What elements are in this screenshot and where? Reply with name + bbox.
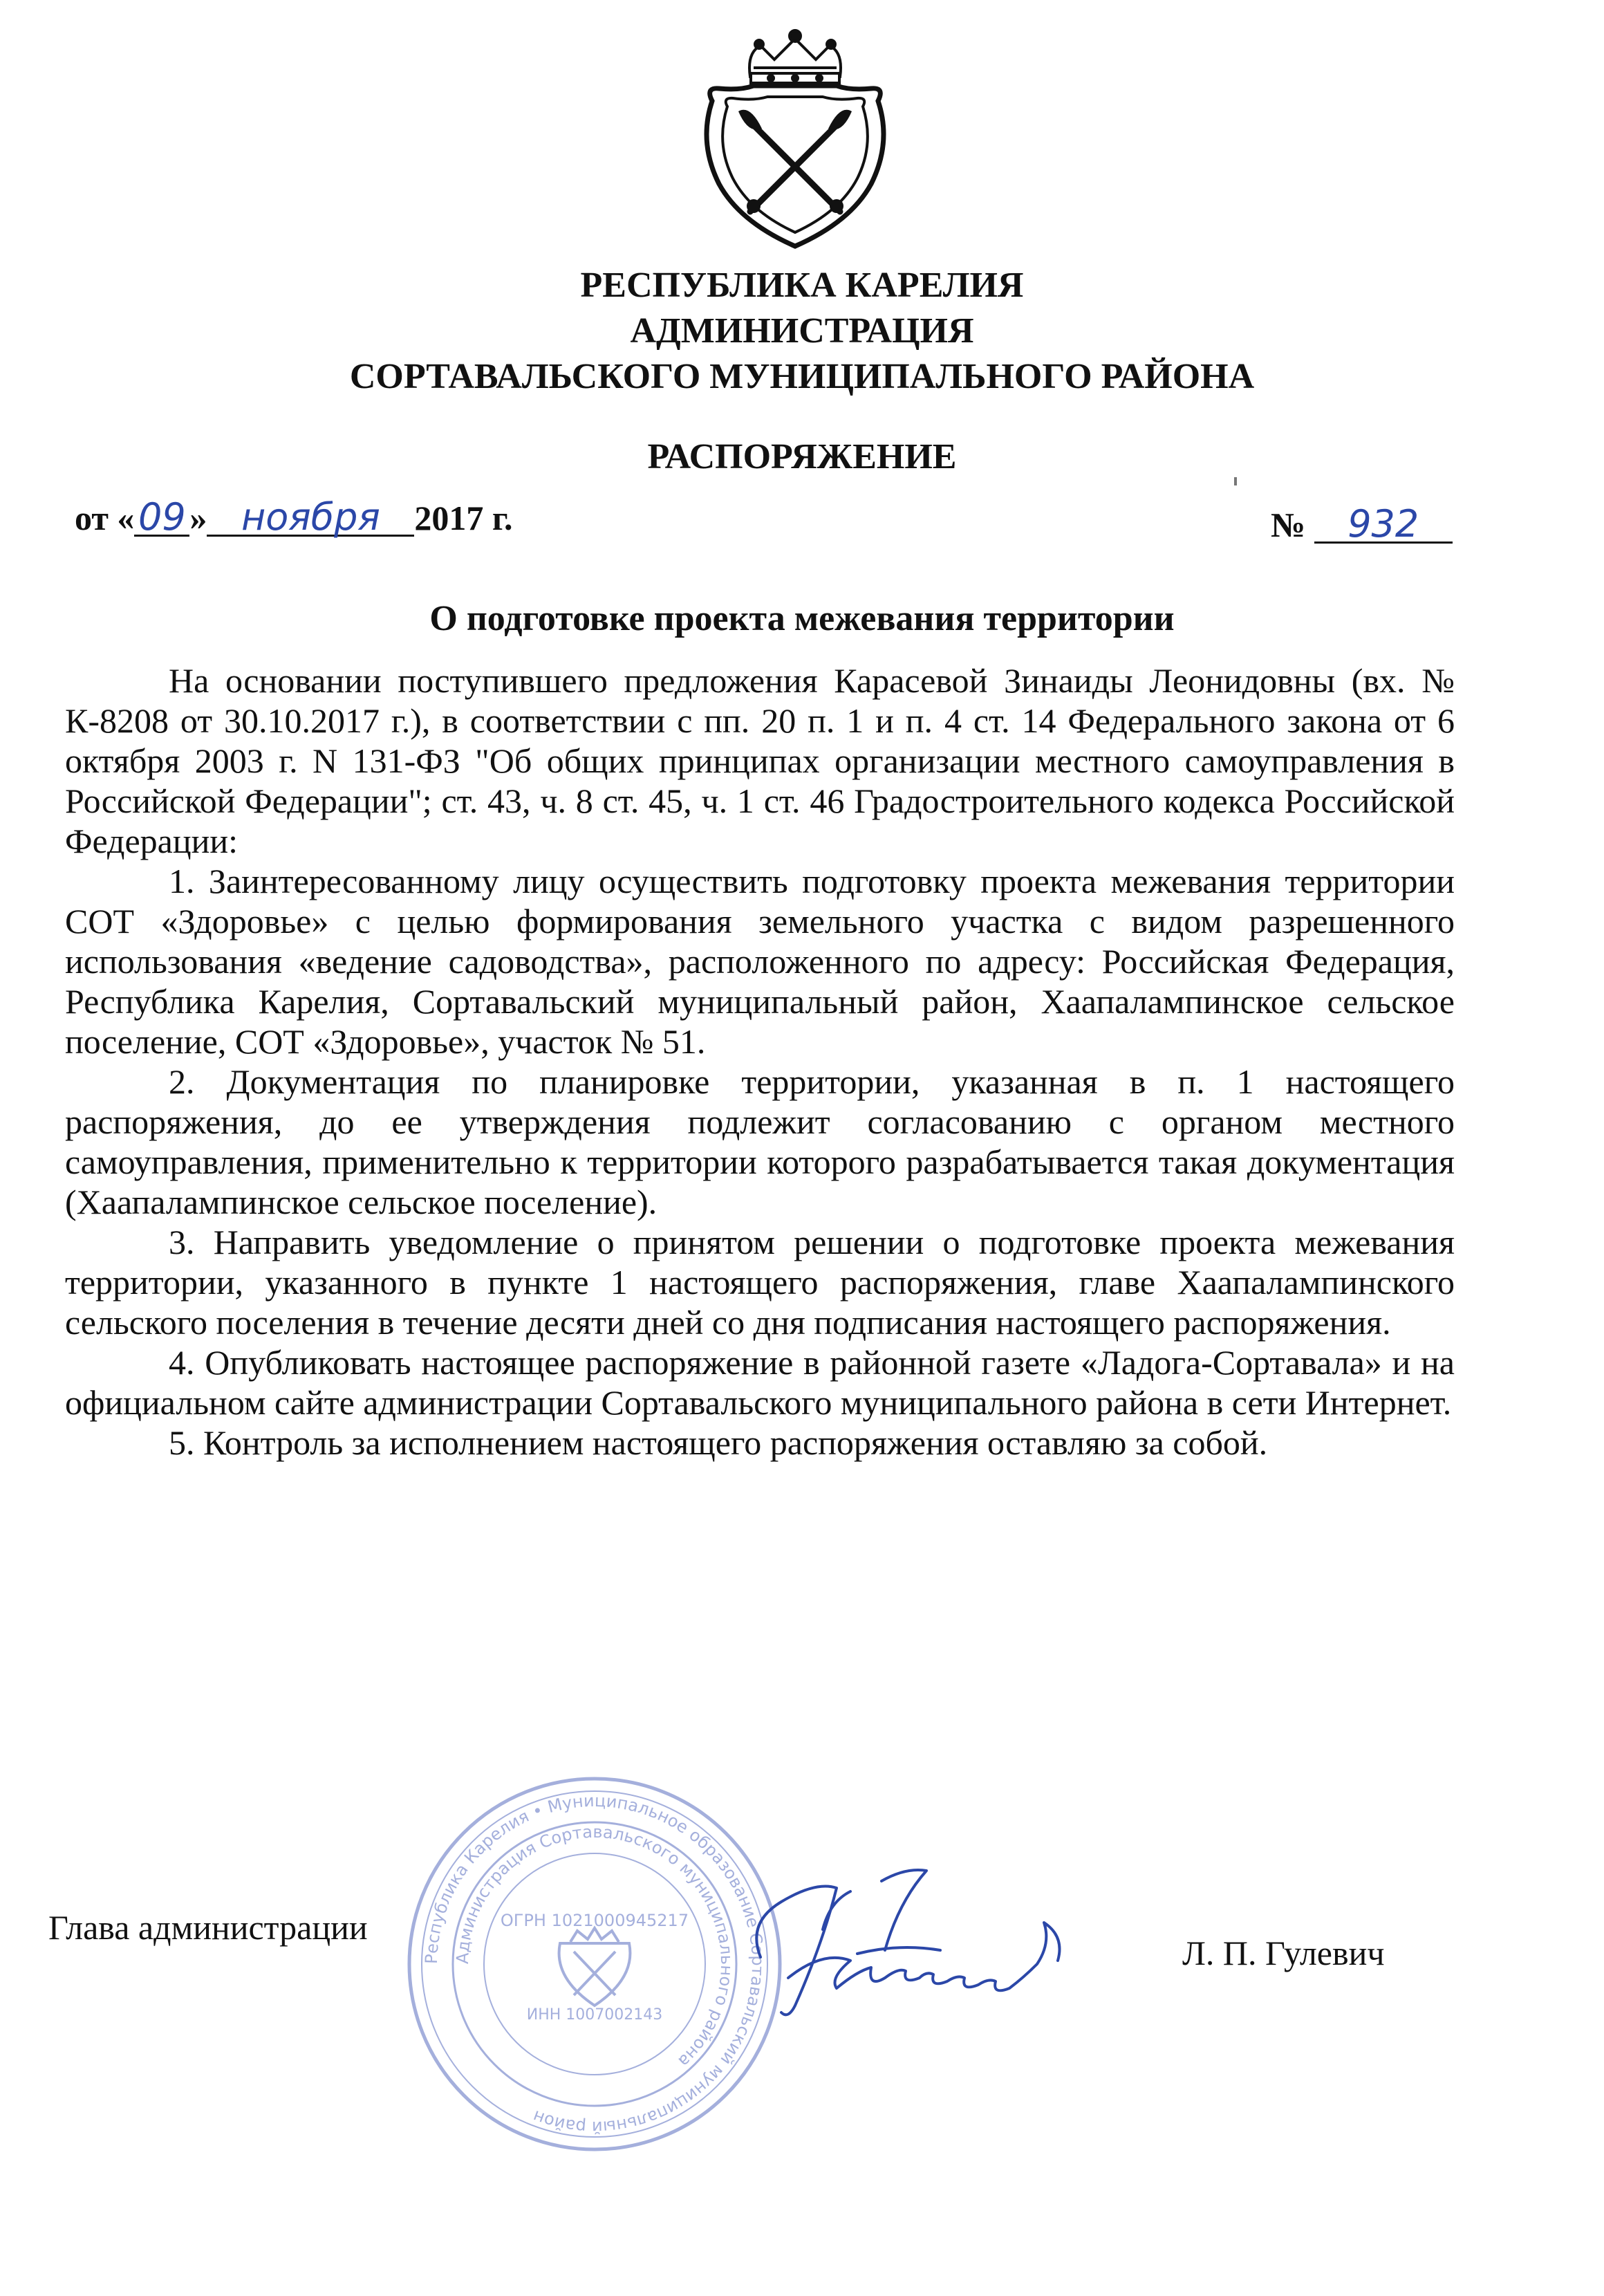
header-republic: РЕСПУБЛИКА КАРЕЛИЯ — [580, 266, 1024, 305]
signatory-name: Л. П. Гулевич — [1182, 1934, 1385, 1972]
stamp-outer-text: Республика Карелия • Муниципальное образование Сортавальский муниципальный район — [421, 1790, 768, 2138]
document-body — [65, 660, 1455, 1463]
stamp-inn: ИНН 1007002143 — [526, 2006, 663, 2024]
handwritten-signature — [719, 1840, 1106, 2061]
header-district: СОРТАВАЛЬСКОГО МУНИЦИПАЛЬНОГО РАЙОНА — [349, 357, 1255, 396]
svg-text:Республика Карелия • Муниципал — [422, 1791, 767, 2137]
document-header — [0, 263, 1604, 400]
date-day-handwritten: 09 — [134, 500, 189, 537]
body-item-4: 4. Опубликовать настоящее распоряжение в районной газете «Ладога-Сортавала» и на официальном сайте администрации Сортавальского муниципального района в сети Интернет. — [65, 1343, 1455, 1422]
body-item-3: 3. Направить уведомление о принятом решении о подготовке проекта межевания территории, указанного в пункте 1 настоящего распоряжения, главе Хаапалампинского сельского поселения в течение десяти дней со дня подписания настоящего распоряжения. — [65, 1223, 1455, 1342]
body-item-2: 2. Документация по планировке территории, указанная в п. 1 настоящего распоряжения, до ее утверждения подлежит согласованию с органом местного самоуправления, применительно к территории которого разрабатывается такая документация (Хаапалампинское сельское поселение). — [65, 1062, 1455, 1221]
stamp-ogrn: ОГРН 1021000945217 — [500, 1911, 689, 1930]
date-prefix: от « — [75, 499, 135, 537]
header-administration: АДМИНИСТРАЦИЯ — [630, 311, 974, 351]
stamp-emblem-icon — [559, 1928, 631, 2006]
scan-mark — [1234, 477, 1237, 485]
stamp-inner-text: Администрация Сортавальского муниципального района — [452, 1822, 737, 2071]
signatory-title: Глава администрации — [48, 1908, 368, 1947]
date-separator: » — [189, 499, 207, 537]
svg-text:Администрация Сортавальского м — [453, 1822, 736, 2071]
date-year: 2017 г. — [414, 499, 513, 537]
body-item-1: 1. Заинтересованному лицу осуществить подготовку проекта межевания территории СОТ «Здоровье» с целью формирования земельного участка с видом разрешенного использования «ведение садоводства», расположенного по адресу: Российская Федерация, Республика Карелия, Сортавальский муниципальный район, Хаапалампинское сельское поселение, СОТ «Здоровье», участок № 51. — [65, 862, 1455, 1061]
document-number-line — [1271, 502, 1453, 546]
date-month-handwritten: ноября — [207, 500, 414, 537]
number-label: № — [1271, 506, 1306, 544]
coat-of-arms-emblem — [684, 25, 906, 253]
date-line — [75, 495, 513, 539]
document-type-title: РАСПОРЯЖЕНИЕ — [647, 437, 957, 476]
document-subject: О подготовке проекта межевания территории — [429, 599, 1175, 638]
body-intro: На основании поступившего предложения Карасевой Зинаиды Леонидовны (вх. № К-8208 от 30.10.2017 г.), в соответствии с пп. 20 п. 1 и п. 4 ст. 14 Федерального закона от 6 октября 2003 г. N 131-ФЗ "Об общих принципах организации местного самоуправления в Российской Федерации"; ст. 43, ч. 8 ст. 45, ч. 1 ст. 46 Градостроительного кодекса Российской Федерации: — [65, 661, 1455, 860]
body-item-5: 5. Контроль за исполнением настоящего распоряжения оставляю за собой. — [169, 1423, 1268, 1462]
number-handwritten: 932 — [1314, 507, 1453, 544]
